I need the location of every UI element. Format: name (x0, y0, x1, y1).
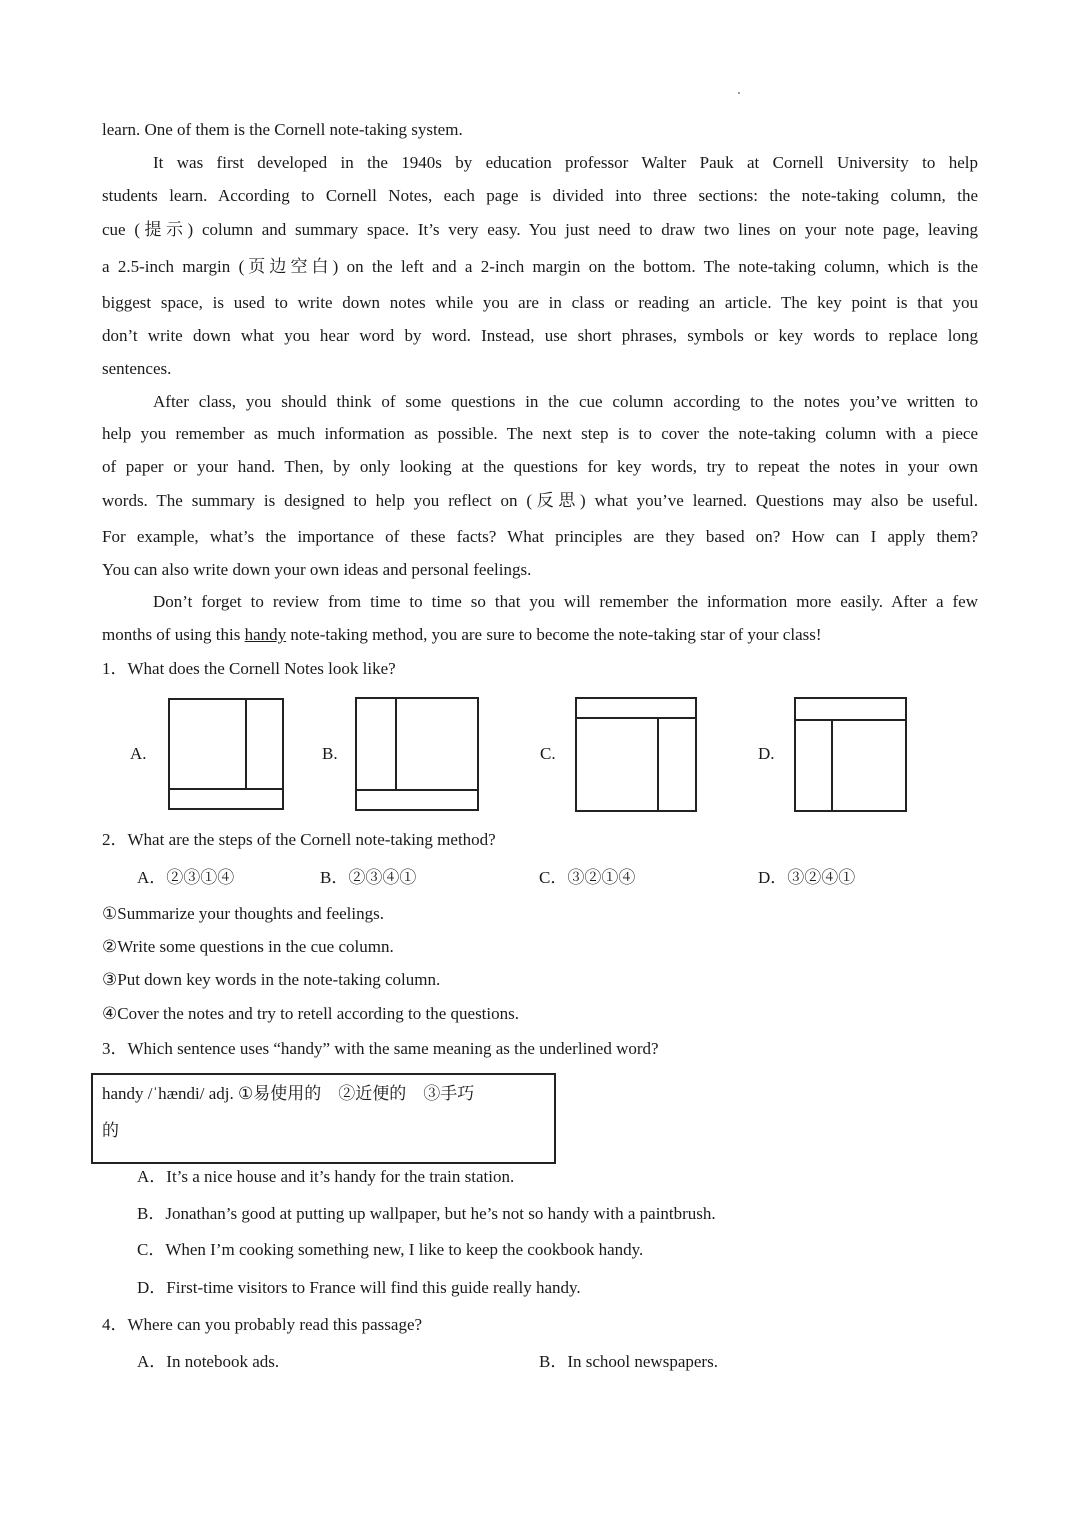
passage-line: don’t write down what you hear word by word. Instead, use short phrases, symbols or key words to replace long (102, 326, 978, 345)
q4-option-a[interactable]: A．In notebook ads. (137, 1352, 280, 1371)
passage-text: months of using this (102, 625, 245, 644)
passage-line: After class, you should think of some questions in the cue column according to the notes you’ve written to (153, 392, 978, 411)
question-2: 2．What are the steps of the Cornell note-taking method? (102, 830, 496, 849)
q3-option-a[interactable]: A．It’s a nice house and it’s handy for the train station. (137, 1167, 515, 1186)
question-3: 3．Which sentence uses “handy” with the same meaning as the underlined word? (102, 1039, 659, 1058)
passage-line: biggest space, is used to write down notes while you are in class or reading an article. The key point is that you (102, 293, 978, 312)
q3-option-b[interactable]: B．Jonathan’s good at putting up wallpaper, but he’s not so handy with a paintbrush. (137, 1204, 716, 1223)
step-item: ③Put down key words in the note-taking column. (102, 970, 441, 989)
passage-text: note-taking method, you are sure to become the note-taking star of your class! (286, 625, 822, 644)
underlined-word-handy: handy (244, 625, 287, 644)
diagram-c-top-line (577, 717, 695, 719)
q2-option-c[interactable]: C．③②①④ (539, 868, 636, 887)
q3-option-c[interactable]: C．When I’m cooking something new, I like to keep the cookbook handy. (137, 1240, 644, 1259)
passage-line: words. The summary is designed to help you reflect on (反思) what you’ve learned. Questions may also be useful. (102, 491, 978, 510)
scan-speck (738, 92, 740, 94)
passage-line: sentences. (102, 359, 172, 378)
passage-line: students learn. According to Cornell Notes, each page is divided into three sections: the note-taking column, the (102, 186, 978, 205)
layout-diagram-d (794, 697, 907, 812)
step-item: ①Summarize your thoughts and feelings. (102, 904, 384, 923)
q4-option-b[interactable]: B．In school newspapers. (539, 1352, 718, 1371)
layout-diagram-c (575, 697, 697, 812)
diagram-b-vertical-line (395, 699, 397, 791)
option-c-label: C. (540, 744, 556, 763)
diagram-c-vertical-line (657, 717, 659, 810)
passage-line: a 2.5-inch margin (页边空白) on the left and a 2-inch margin on the bottom. The note-taking column, which is the (102, 257, 978, 276)
question-1: 1．What does the Cornell Notes look like? (102, 659, 396, 678)
q2-option-a[interactable]: A．②③①④ (137, 868, 235, 887)
definition-line: handy /ˈhændi/ adj. ①易使用的 ②近便的 ③手巧 (102, 1084, 475, 1103)
passage-line: You can also write down your own ideas and personal feelings. (102, 560, 532, 579)
question-4: 4．Where can you probably read this passage? (102, 1315, 423, 1334)
diagram-a-vertical-line (245, 700, 247, 790)
diagram-a-bottom-line (170, 788, 282, 790)
diagram-b-bottom-line (357, 789, 477, 791)
definition-line: 的 (102, 1121, 119, 1140)
diagram-d-vertical-line (831, 719, 833, 810)
passage-line: It was first developed in the 1940s by education professor Walter Pauk at Cornell University to help (153, 153, 978, 172)
passage-line: help you remember as much information as possible. The next step is to cover the note-taking column with a piece (102, 424, 978, 443)
diagram-d-top-line (796, 719, 905, 721)
layout-diagram-b (355, 697, 479, 811)
option-b-label: B. (322, 744, 338, 763)
passage-line: of paper or your hand. Then, by only looking at the questions for key words, try to repeat the notes in your own (102, 457, 978, 476)
passage-line: cue (提示) column and summary space. It’s very easy. You just need to draw two lines on your note page, leaving (102, 220, 978, 239)
option-d-label: D. (758, 744, 775, 763)
step-item: ④Cover the notes and try to retell according to the questions. (102, 1004, 519, 1023)
q2-option-b[interactable]: B．②③④① (320, 868, 417, 887)
option-a-label: A. (130, 744, 147, 763)
passage-line: Don’t forget to review from time to time so that you will remember the information more easily. After a few (153, 592, 978, 611)
passage-line (102, 624, 978, 646)
layout-diagram-a (168, 698, 284, 810)
passage-line: For example, what’s the importance of these facts? What principles are they based on? How can I apply them? (102, 527, 978, 546)
passage-line: learn. One of them is the Cornell note-taking system. (102, 120, 463, 139)
q2-option-d[interactable]: D．③②④① (758, 868, 856, 887)
q3-option-d[interactable]: D．First-time visitors to France will find this guide really handy. (137, 1278, 581, 1297)
step-item: ②Write some questions in the cue column. (102, 937, 394, 956)
